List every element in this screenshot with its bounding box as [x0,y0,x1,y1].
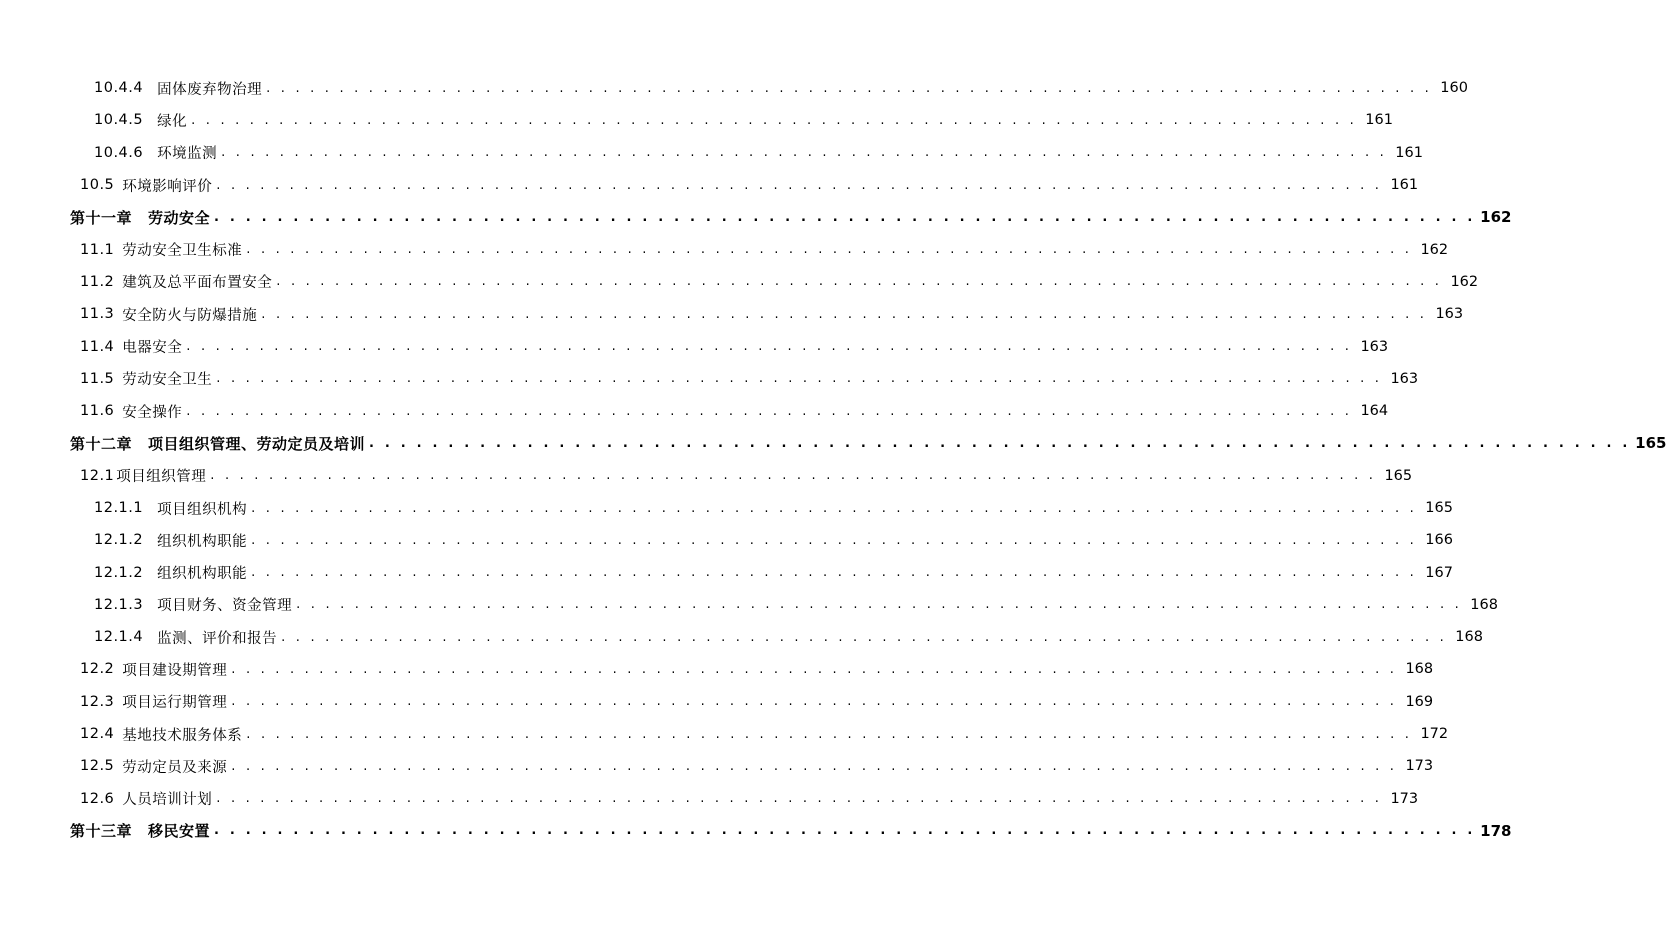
toc-entry[interactable] [0,653,1434,685]
toc-entry-number: 12.1.2 [94,564,144,581]
toc-entry-number: 12.1.2 [94,532,144,549]
toc-entry[interactable] [0,169,1419,201]
toc-entry-title: 安全防火与防爆措施 [122,307,258,324]
toc-page-number: 165 [1425,500,1453,516]
toc-entry-title: 劳动安全卫生 [122,372,213,389]
toc-entry-title: 基地技术服务体系 [122,727,243,744]
toc-entry-number: 第十三章 [70,822,133,841]
toc-entry-number: 12.2 [80,661,115,678]
toc-entry-title: 项目组织机构 [157,501,248,518]
toc-page-number: 162 [1480,208,1512,227]
toc-page-number: 161 [1365,112,1393,129]
toc-entry-number: 10.4.6 [94,144,144,161]
toc-page-number: 169 [1405,693,1434,710]
toc-entry-number: 12.6 [80,790,115,807]
toc-page-number: 161 [1395,144,1423,161]
toc-entry[interactable] [0,783,1419,815]
toc-dot-leader: . . . . . . . . . . . . . . . . . . . . . . . . . . . . . . . . . . . . . . . . . . . . . . . . . . . . . . . . . . . . . . . . . . . . . . . . . . . . . . . . [246,242,1413,258]
toc-dot-leader: . . . . . . . . . . . . . . . . . . . . . . . . . . . . . . . . . . . . . . . . . . . . . . . . . . . . . . . . . . . . . . . . . . . . . . . . . . . . . . . . [251,532,1417,548]
toc-page-number: 163 [1435,306,1464,323]
toc-dot-leader: . . . . . . . . . . . . . . . . . . . . . . . . . . . . . . . . . . . . . . . . . . . . . . . . . . . . . . . . . . . . . . . . . . . . . . . . . . . . . . . . [214,823,1476,839]
toc-entry[interactable] [0,298,1464,330]
toc-entry-title: 劳动安全 [148,208,211,227]
toc-entry-number: 12.3 [80,693,115,710]
toc-entry-title: 固体废弃物治理 [157,81,263,98]
toc-dot-leader: . . . . . . . . . . . . . . . . . . . . . . . . . . . . . . . . . . . . . . . . . . . . . . . . . . . . . . . . . . . . . . . . . . . . . . . . . . . . . . . . [221,145,1387,161]
toc-page-number: 168 [1455,629,1483,646]
toc-entry-number: 11.2 [80,273,115,290]
toc-entry[interactable] [0,718,1449,750]
toc-entry-title: 项目运行期管理 [122,695,228,712]
toc-entry-title: 劳动安全卫生标准 [122,243,243,260]
toc-page-number: 167 [1425,564,1453,581]
toc-entry[interactable] [0,233,1449,265]
toc-entry[interactable] [0,266,1479,298]
toc-dot-leader: . . . . . . . . . . . . . . . . . . . . . . . . . . . . . . . . . . . . . . . . . . . . . . . . . . . . . . . . . . . . . . . . . . . . . . . . . . . . . . . . [246,726,1413,742]
toc-page-number: 168 [1405,661,1434,678]
toc-entry-title: 建筑及总平面布置安全 [122,275,273,292]
toc-dot-leader: . . . . . . . . . . . . . . . . . . . . . . . . . . . . . . . . . . . . . . . . . . . . . . . . . . . . . . . . . . . . . . . . . . . . . . . . . . . . . . . . [369,435,1631,451]
toc-page-number: 173 [1405,758,1434,775]
toc-entry[interactable] [0,750,1434,782]
toc-entry-title: 绿化 [157,113,188,130]
toc-entry-title: 项目财务、资金管理 [157,598,293,615]
toc-page-number: 161 [1390,177,1419,194]
toc-dot-leader: . . . . . . . . . . . . . . . . . . . . . . . . . . . . . . . . . . . . . . . . . . . . . . . . . . . . . . . . . . . . . . . . . . . . . . . . . . . . . . . . [281,629,1447,645]
toc-entry-title: 组织机构职能 [157,533,248,550]
toc-entry-number: 12.5 [80,758,115,775]
toc-entry-title: 人员培训计划 [122,792,213,809]
toc-entry-title: 监测、评价和报告 [157,630,278,647]
toc-chapter-entry[interactable] [0,427,1666,459]
toc-page-number: 165 [1384,467,1413,484]
toc-dot-leader: . . . . . . . . . . . . . . . . . . . . . . . . . . . . . . . . . . . . . . . . . . . . . . . . . . . . . . . . . . . . . . . . . . . . . . . . . . . . . . . . [251,500,1417,516]
toc-page-number: 173 [1390,790,1419,807]
toc-chapter-entry[interactable] [0,815,1512,847]
toc-page-number: 163 [1360,338,1389,355]
toc-chapter-entry[interactable] [0,201,1512,233]
toc-dot-leader: . . . . . . . . . . . . . . . . . . . . . . . . . . . . . . . . . . . . . . . . . . . . . . . . . . . . . . . . . . . . . . . . . . . . . . . . . . . . . . . . [186,339,1353,355]
toc-entry[interactable] [0,460,1413,492]
toc-page-number: 160 [1440,80,1468,97]
toc-entry[interactable] [0,137,1423,169]
toc-entry-title: 移民安置 [148,822,211,841]
toc-dot-leader: . . . . . . . . . . . . . . . . . . . . . . . . . . . . . . . . . . . . . . . . . . . . . . . . . . . . . . . . . . . . . . . . . . . . . . . . . . . . . . . . [276,274,1443,290]
toc-dot-leader: . . . . . . . . . . . . . . . . . . . . . . . . . . . . . . . . . . . . . . . . . . . . . . . . . . . . . . . . . . . . . . . . . . . . . . . . . . . . . . . . [296,597,1462,613]
toc-entry[interactable] [0,363,1419,395]
toc-dot-leader: . . . . . . . . . . . . . . . . . . . . . . . . . . . . . . . . . . . . . . . . . . . . . . . . . . . . . . . . . . . . . . . . . . . . . . . . . . . . . . . . [191,112,1357,128]
toc-page-number: 164 [1360,403,1389,420]
table-of-contents [0,72,1666,847]
toc-entry-number: 12.1.3 [94,596,144,613]
toc-page-number: 162 [1420,241,1449,258]
toc-dot-leader: . . . . . . . . . . . . . . . . . . . . . . . . . . . . . . . . . . . . . . . . . . . . . . . . . . . . . . . . . . . . . . . . . . . . . . . . . . . . . . . . [261,306,1428,322]
toc-entry-number: 11.4 [80,338,115,355]
toc-entry-number: 10.5 [80,177,115,194]
toc-entry-number: 12.1.1 [94,500,144,516]
toc-entry-number: 第十二章 [70,434,133,453]
toc-entry[interactable] [0,686,1434,718]
toc-entry-number: 11.1 [80,241,115,258]
toc-entry[interactable] [0,524,1453,556]
toc-entry[interactable] [0,395,1389,427]
toc-entry-number: 10.4.5 [94,112,144,129]
toc-entry[interactable] [0,556,1453,588]
toc-entry-number: 12.4 [80,726,115,743]
toc-dot-leader: . . . . . . . . . . . . . . . . . . . . . . . . . . . . . . . . . . . . . . . . . . . . . . . . . . . . . . . . . . . . . . . . . . . . . . . . . . . . . . . . [216,371,1383,387]
toc-entry[interactable] [0,492,1453,524]
toc-entry-title: 劳动定员及来源 [122,759,228,776]
toc-entry-number: 10.4.4 [94,80,144,97]
toc-entry-title: 电器安全 [122,340,183,357]
toc-page-number: 178 [1480,821,1512,840]
toc-page-number: 168 [1470,596,1498,613]
toc-page-number: 162 [1450,273,1479,290]
toc-entry-title: 项目组织管理 [116,469,207,486]
toc-dot-leader: . . . . . . . . . . . . . . . . . . . . . . . . . . . . . . . . . . . . . . . . . . . . . . . . . . . . . . . . . . . . . . . . . . . . . . . . . . . . . . . . [216,177,1383,193]
toc-entry[interactable] [0,104,1393,136]
toc-entry-number: 第十一章 [70,208,133,227]
toc-entry-title: 环境影响评价 [122,178,213,195]
toc-entry-title: 环境监测 [157,146,218,163]
toc-entry[interactable] [0,621,1483,653]
toc-entry-number: 11.3 [80,306,115,323]
toc-entry-number: 12.1.4 [94,629,144,646]
toc-page-number: 166 [1425,532,1453,549]
toc-dot-leader: . . . . . . . . . . . . . . . . . . . . . . . . . . . . . . . . . . . . . . . . . . . . . . . . . . . . . . . . . . . . . . . . . . . . . . . . . . . . . . . . [214,209,1476,225]
toc-entry-number: 12.1 [80,467,115,484]
toc-dot-leader: . . . . . . . . . . . . . . . . . . . . . . . . . . . . . . . . . . . . . . . . . . . . . . . . . . . . . . . . . . . . . . . . . . . . . . . . . . . . . . . . [251,565,1417,581]
toc-dot-leader: . . . . . . . . . . . . . . . . . . . . . . . . . . . . . . . . . . . . . . . . . . . . . . . . . . . . . . . . . . . . . . . . . . . . . . . . . . . . . . . . [266,80,1432,96]
toc-entry-title: 组织机构职能 [157,566,248,583]
toc-entry[interactable] [0,72,1468,104]
toc-entry[interactable] [0,589,1498,621]
toc-dot-leader: . . . . . . . . . . . . . . . . . . . . . . . . . . . . . . . . . . . . . . . . . . . . . . . . . . . . . . . . . . . . . . . . . . . . . . . . . . . . . . . . [231,758,1398,774]
toc-entry-title: 项目组织管理、劳动定员及培训 [148,434,366,453]
toc-entry-number: 11.5 [80,370,115,387]
toc-dot-leader: . . . . . . . . . . . . . . . . . . . . . . . . . . . . . . . . . . . . . . . . . . . . . . . . . . . . . . . . . . . . . . . . . . . . . . . . . . . . . . . . [210,468,1377,484]
toc-page-number: 172 [1420,726,1449,743]
toc-entry[interactable] [0,330,1389,362]
toc-page-number: 165 [1635,434,1666,453]
toc-page-number: 163 [1390,370,1419,387]
toc-dot-leader: . . . . . . . . . . . . . . . . . . . . . . . . . . . . . . . . . . . . . . . . . . . . . . . . . . . . . . . . . . . . . . . . . . . . . . . . . . . . . . . . [231,661,1398,677]
toc-dot-leader: . . . . . . . . . . . . . . . . . . . . . . . . . . . . . . . . . . . . . . . . . . . . . . . . . . . . . . . . . . . . . . . . . . . . . . . . . . . . . . . . [231,694,1398,710]
toc-dot-leader: . . . . . . . . . . . . . . . . . . . . . . . . . . . . . . . . . . . . . . . . . . . . . . . . . . . . . . . . . . . . . . . . . . . . . . . . . . . . . . . . [216,791,1383,807]
toc-entry-title: 项目建设期管理 [122,662,228,679]
toc-entry-number: 11.6 [80,403,115,420]
toc-entry-title: 安全操作 [122,404,183,421]
toc-dot-leader: . . . . . . . . . . . . . . . . . . . . . . . . . . . . . . . . . . . . . . . . . . . . . . . . . . . . . . . . . . . . . . . . . . . . . . . . . . . . . . . . [186,403,1353,419]
